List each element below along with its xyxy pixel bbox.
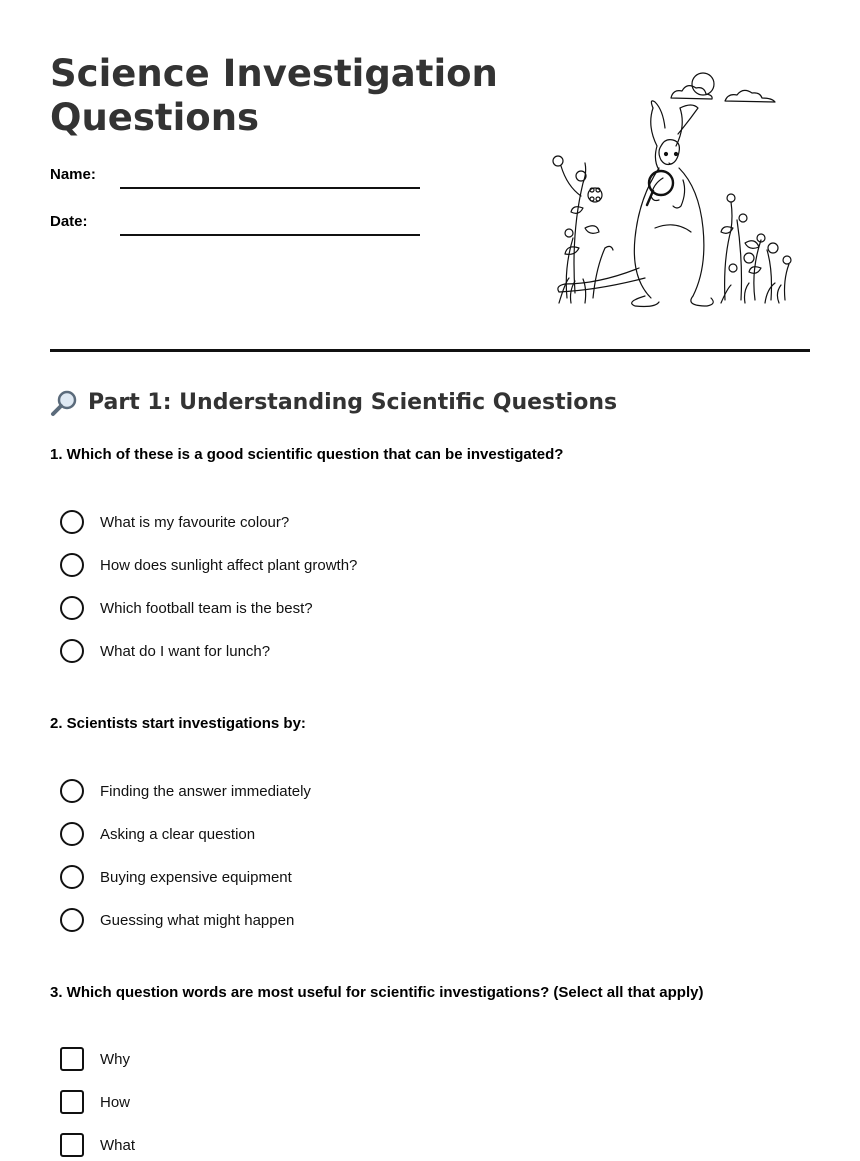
option-label: Guessing what might happen: [100, 911, 295, 929]
question-2-option-1[interactable]: [60, 778, 311, 804]
question-2: 2. Scientists start investigations by:: [50, 715, 306, 732]
option-label: What do I want for lunch?: [100, 642, 271, 660]
question-2-option-4[interactable]: [60, 907, 294, 933]
option-label: How does sunlight affect plant growth?: [100, 556, 358, 574]
name-label: Name:: [50, 166, 96, 183]
question-1-option-2[interactable]: [60, 552, 357, 578]
date-label: Date:: [50, 213, 88, 230]
question-1: 1. Which of these is a good scientific question that can be investigated?: [50, 446, 564, 463]
question-1-option-4[interactable]: [60, 638, 270, 664]
question-3-option-1[interactable]: [60, 1046, 130, 1072]
question-3-option-3[interactable]: [60, 1132, 135, 1158]
question-2-option-2[interactable]: [60, 821, 255, 847]
radio-button[interactable]: [60, 822, 84, 846]
radio-button[interactable]: [60, 865, 84, 889]
radio-button[interactable]: [60, 779, 84, 803]
option-label: Buying expensive equipment: [100, 868, 292, 886]
option-label: What is my favourite colour?: [100, 513, 290, 531]
radio-button[interactable]: [60, 553, 84, 577]
name-field[interactable]: [120, 187, 420, 189]
section-divider: [50, 349, 810, 352]
magnifying-glass-icon: [50, 389, 80, 417]
checkbox[interactable]: [60, 1133, 84, 1157]
question-2-option-3[interactable]: [60, 864, 292, 890]
date-field[interactable]: [120, 234, 420, 236]
question-1-option-3[interactable]: [60, 595, 313, 621]
title-line-1: Science Investigation: [50, 52, 498, 95]
option-label: How: [100, 1093, 131, 1111]
kangaroo-illustration: [545, 68, 795, 308]
section-heading-text: Part 1: Understanding Scientific Questions: [88, 390, 618, 415]
option-label: Finding the answer immediately: [100, 782, 311, 800]
checkbox[interactable]: [60, 1047, 84, 1071]
radio-button[interactable]: [60, 639, 84, 663]
title-line-2: Questions: [50, 96, 260, 139]
radio-button[interactable]: [60, 510, 84, 534]
question-3: 3. Which question words are most useful for scientific investigations? (Select all that apply): [50, 984, 704, 1001]
radio-button[interactable]: [60, 908, 84, 932]
option-label: What: [100, 1136, 136, 1154]
radio-button[interactable]: [60, 596, 84, 620]
option-label: Which football team is the best?: [100, 599, 313, 617]
page-title: [50, 52, 520, 140]
option-label: Why: [100, 1050, 130, 1068]
option-label: Asking a clear question: [100, 825, 256, 843]
checkbox[interactable]: [60, 1090, 84, 1114]
section-heading-part-1: [50, 388, 617, 418]
question-3-option-2[interactable]: [60, 1089, 130, 1115]
question-1-option-1[interactable]: [60, 509, 289, 535]
